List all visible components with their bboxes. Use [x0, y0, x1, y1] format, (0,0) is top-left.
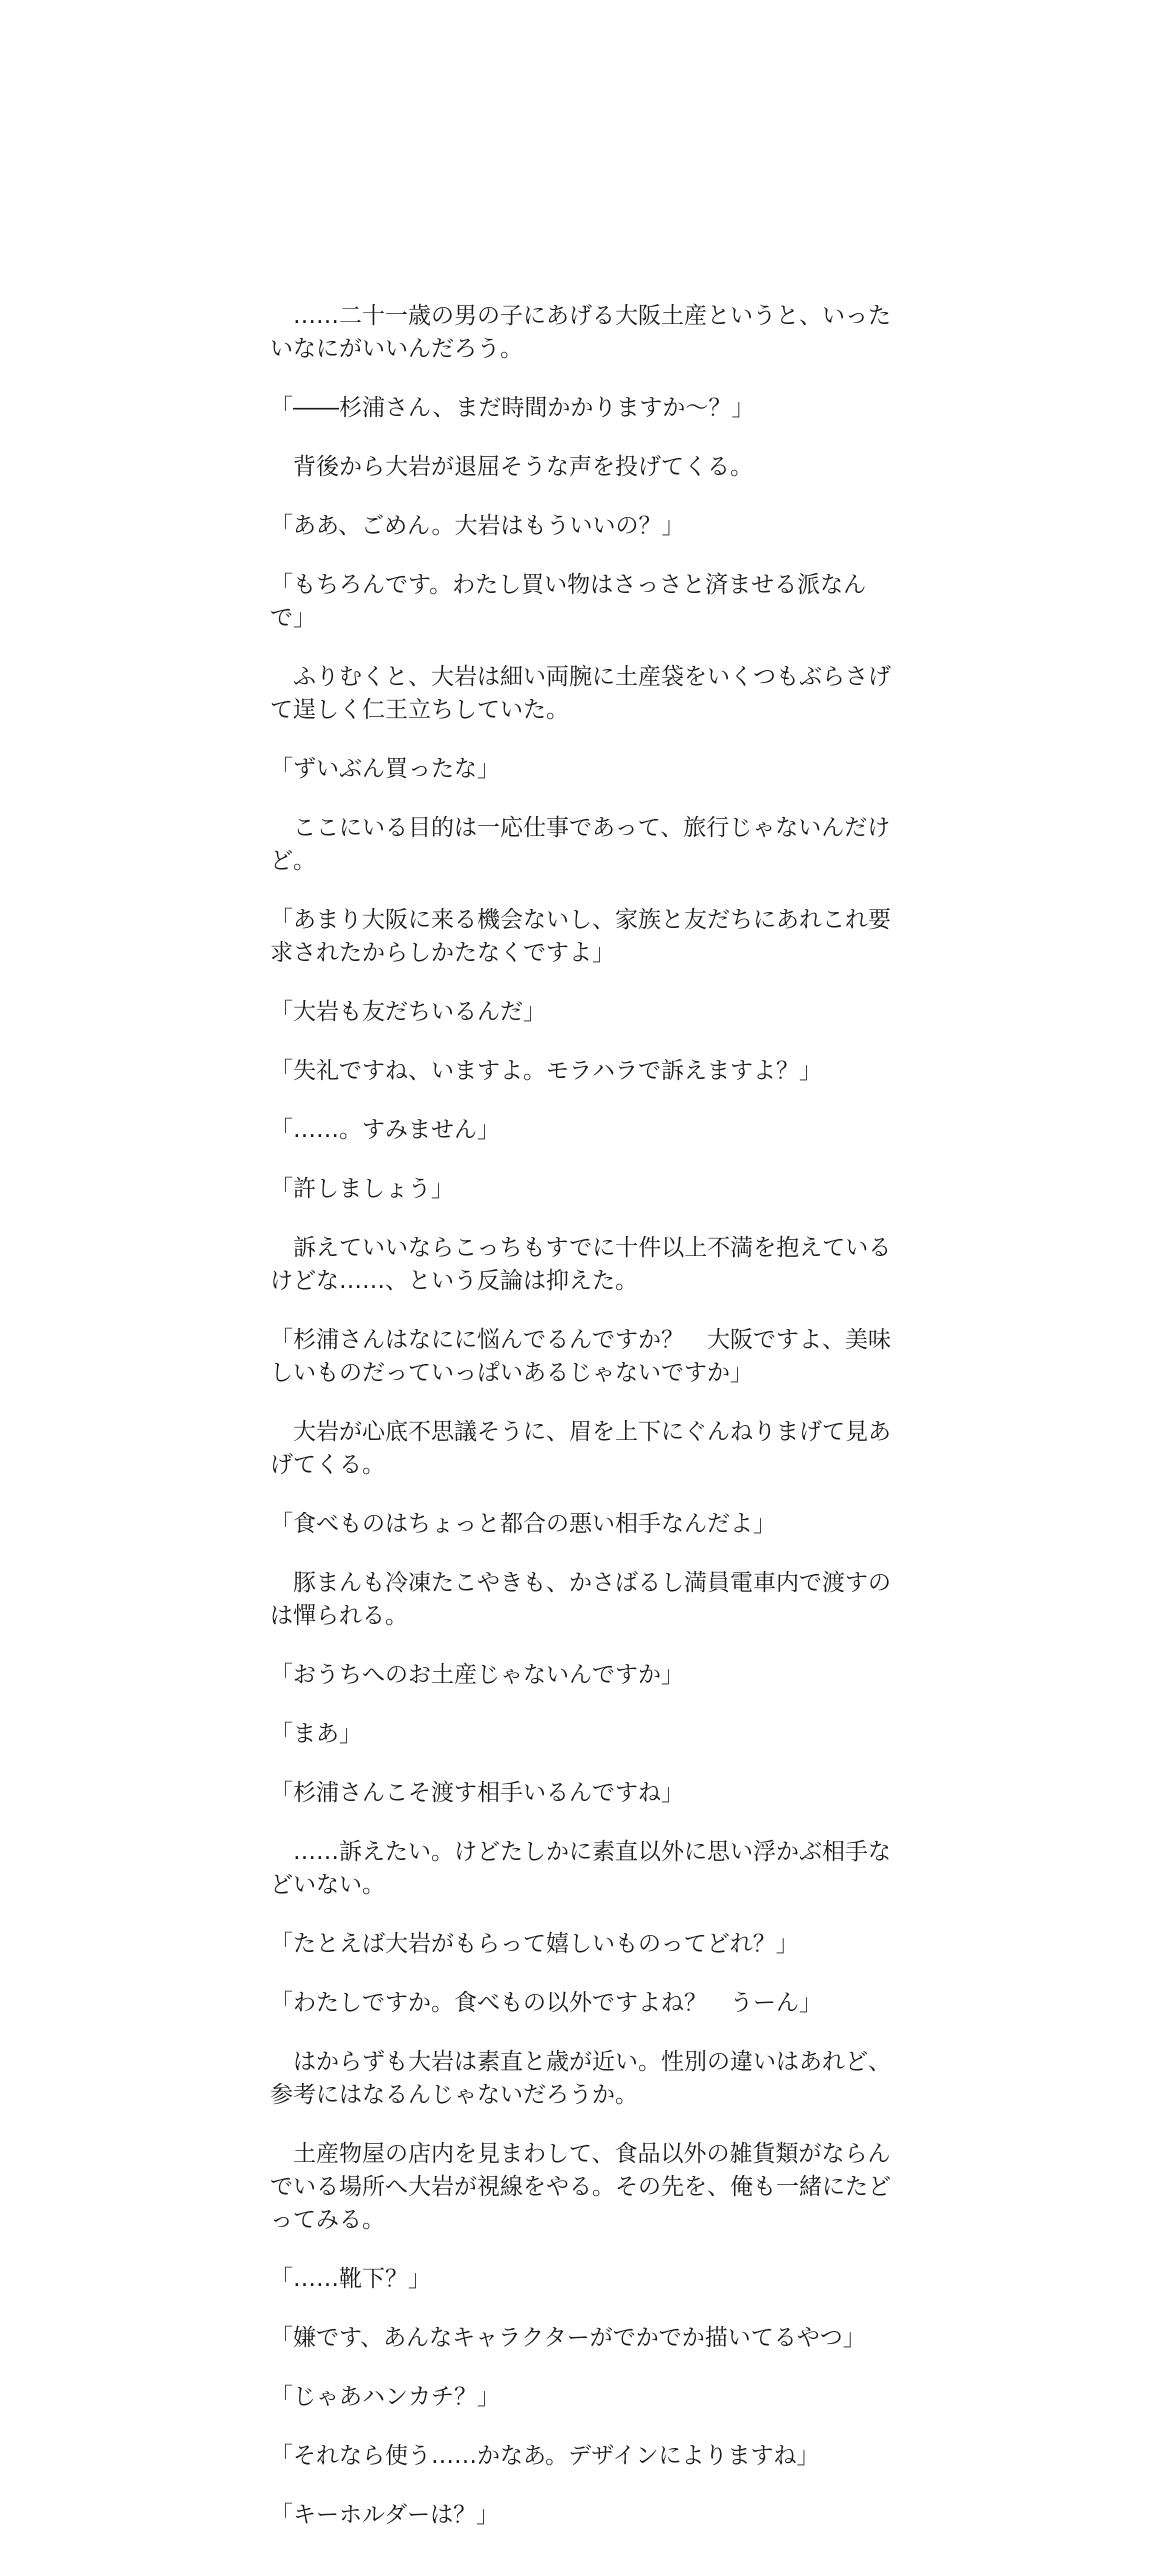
paragraph: 「食べものはちょっと都合の悪い相手なんだよ」: [270, 1511, 776, 1537]
paragraph: 「失礼ですね、いますよ。モラハラで訴えますよ？」: [270, 1058, 822, 1084]
paragraph: 「大岩も友だちいるんだ」: [270, 999, 546, 1025]
paragraph: 「……靴下？」: [270, 2266, 431, 2292]
paragraph: 「杉浦さんこそ渡す相手いるんですね」: [270, 1780, 684, 1806]
paragraph: 「キーホルダーは？」: [270, 2502, 500, 2528]
paragraph: 「たとえば大岩がもらって嬉しいものってどれ？」: [270, 1931, 799, 1957]
paragraph: 「許しましょう」: [270, 1176, 454, 1202]
paragraph: 「嫌です、あんなキャラクターがでかでか描いてるやつ」: [270, 2325, 866, 2351]
paragraph: 豚まんも冷凍たこやきも、かさばるし満員電車内で渡すのは憚られる。: [270, 1570, 891, 1629]
paragraph: 大岩が心底不思議そうに、眉を上下にぐんねりまげて見あげてくる。: [270, 1419, 891, 1478]
story-text: [270, 300, 900, 2558]
paragraph: 「まあ」: [270, 1721, 362, 1747]
paragraph: 「――杉浦さん、まだ時間かかりますか～？」: [270, 395, 755, 421]
paragraph: ……訴えたい。けどたしかに素直以外に思い浮かぶ相手などいない。: [270, 1839, 891, 1898]
paragraph: 「……。すみません」: [270, 1117, 500, 1143]
paragraph: 「ずいぶん買ったな」: [270, 756, 500, 782]
paragraph: 背後から大岩が退屈そうな声を投げてくる。: [270, 454, 753, 480]
paragraph: 「もちろんです。わたし買い物はさっさと済ませる派なんで」: [270, 572, 867, 631]
paragraph: 「あまり大阪に来る機会ないし、家族と友だちにあれこれ要求されたからしかたなくですよ」: [270, 907, 891, 966]
paragraph: 「おうちへのお土産じゃないんですか」: [270, 1662, 684, 1688]
paragraph: 土産物屋の店内を見まわして、食品以外の雑貨類がならんでいる場所へ大岩が視線をやる。その先を、俺も一緒にたどってみる。: [270, 2141, 891, 2233]
paragraph: 訴えていいならこっちもすでに十件以上不満を抱えているけどな……、という反論は抑えた。: [270, 1235, 892, 1294]
paragraph: 「それなら使う……かなあ。デザインによりますね」: [270, 2443, 820, 2469]
paragraph: ……二十一歳の男の子にあげる大阪土産というと、いったいなにがいいんだろう。: [270, 303, 891, 362]
paragraph: ふりむくと、大岩は細い両腕に土産袋をいくつもぶらさげて逞しく仁王立ちしていた。: [270, 664, 891, 723]
paragraph: はからずも大岩は素直と歳が近い。性別の違いはあれど、参考にはなるんじゃないだろうか。: [270, 2049, 891, 2108]
paragraph: 「ああ、ごめん。大岩はもういいの？」: [270, 513, 685, 539]
paragraph: ここにいる目的は一応仕事であって、旅行じゃないんだけど。: [270, 815, 891, 874]
paragraph: 「杉浦さんはなにに悩んでるんですか？ 大阪ですよ、美味しいものだっていっぱいあるじゃないですか」: [270, 1327, 891, 1386]
paragraph: 「わたしですか。食べもの以外ですよね？ うーん」: [270, 1990, 822, 2016]
paragraph: 「じゃあハンカチ？」: [270, 2384, 500, 2410]
